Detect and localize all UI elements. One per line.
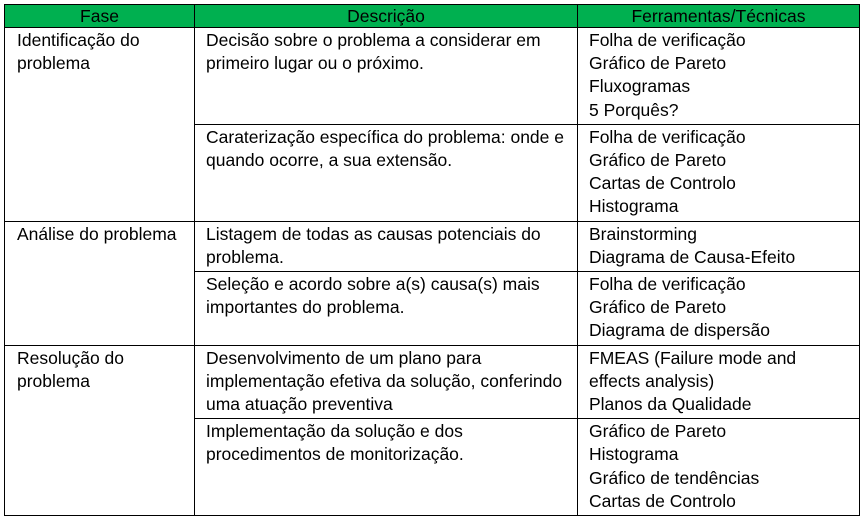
header-fase: Fase xyxy=(5,5,195,28)
tool-item: Cartas de Controlo xyxy=(589,490,736,511)
phase-cell: Análise do problema xyxy=(5,221,195,345)
header-descricao: Descrição xyxy=(195,5,578,28)
description-cell: Seleção e acordo sobre a(s) causa(s) mais importantes do problema. xyxy=(195,272,578,346)
description-cell: Listagem de todas as causas potenciais do problema. xyxy=(195,221,578,271)
tool-item: Folha de verificação xyxy=(589,30,746,50)
description-cell: Desenvolvimento de um plano para implementação efetiva da solução, conferindo uma atuação preventiva xyxy=(195,345,578,419)
tool-item: Cartas de Controlo xyxy=(589,173,736,194)
tool-item: Folha de verificação xyxy=(589,126,746,147)
table-row xyxy=(5,28,860,125)
tool-item: Gráfico de Pareto xyxy=(589,53,727,74)
phase-cell: Resolução do problema xyxy=(5,345,195,515)
tool-item: FMEAS (Failure mode and effects analysis) xyxy=(589,347,797,391)
tool-item: Gráfico de Pareto xyxy=(589,150,727,171)
tools-cell xyxy=(578,28,860,125)
tools-cell xyxy=(578,419,860,516)
phase-cell: Identificação do problema xyxy=(5,28,195,222)
tools-cell xyxy=(578,221,860,271)
tool-item: Diagrama de dispersão xyxy=(589,320,770,341)
description-cell: Decisão sobre o problema a considerar em primeiro lugar ou o próximo. xyxy=(195,28,578,125)
quality-tools-table xyxy=(4,4,860,516)
tool-item: Fluxogramas xyxy=(589,76,691,97)
tool-item: Histograma xyxy=(589,444,679,465)
tool-item: Gráfico de Pareto xyxy=(589,421,727,442)
tools-cell xyxy=(578,272,860,346)
tool-item: Planos da Qualidade xyxy=(589,394,752,415)
tools-cell xyxy=(578,345,860,419)
tool-item: Gráfico de tendências xyxy=(589,467,760,488)
tool-item: Brainstorming xyxy=(589,223,697,244)
description-cell: Caraterização específica do problema: onde e quando ocorre, a sua extensão. xyxy=(195,124,578,221)
tool-item: Folha de verificação xyxy=(589,274,746,295)
description-cell: Implementação da solução e dos procedimentos de monitorização. xyxy=(195,419,578,516)
header-ferramentas: Ferramentas/Técnicas xyxy=(578,5,860,28)
tool-item: Histograma xyxy=(589,196,679,217)
header-row xyxy=(5,5,860,28)
tools-cell xyxy=(578,124,860,221)
table-row xyxy=(5,221,860,271)
tool-item: Gráfico de Pareto xyxy=(589,297,727,318)
table-row xyxy=(5,345,860,419)
tool-item: Diagrama de Causa-Efeito xyxy=(589,246,796,267)
tool-item: 5 Porquês? xyxy=(589,99,679,120)
